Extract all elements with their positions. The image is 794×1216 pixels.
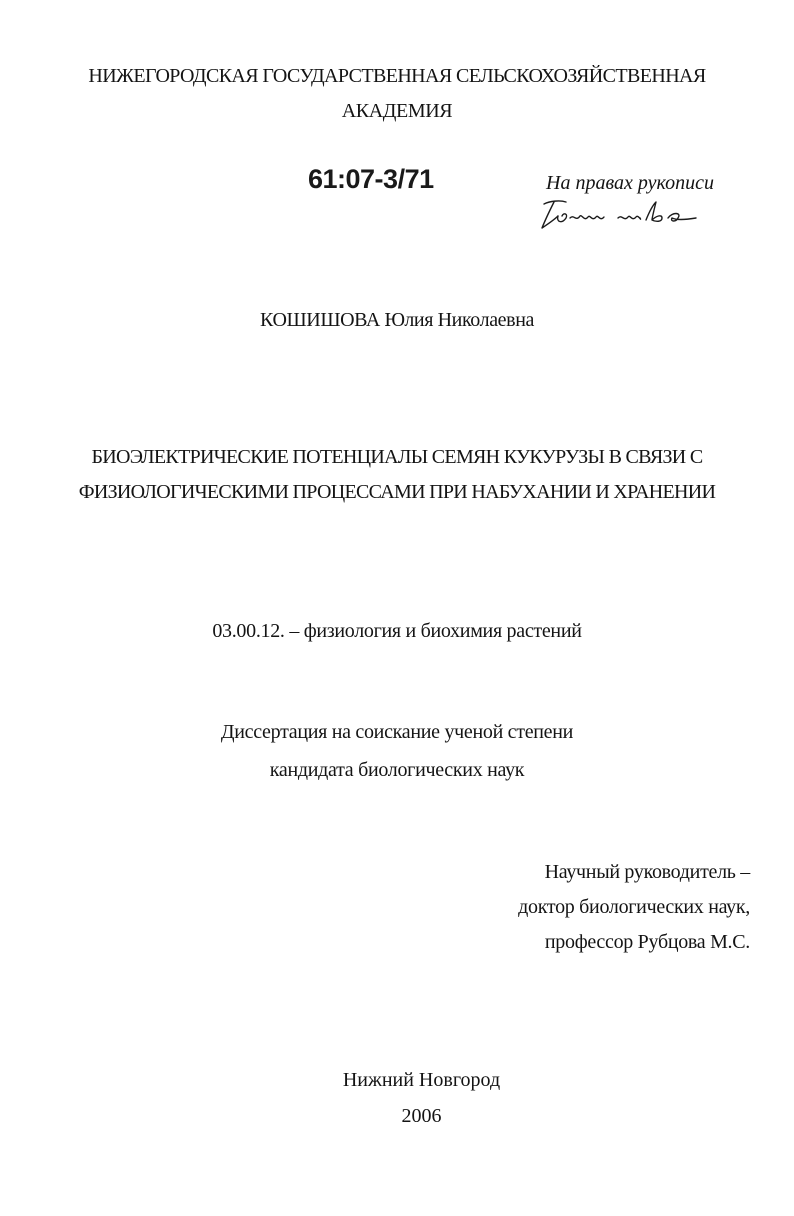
degree-statement-line2: кандидата биологических наук <box>269 759 525 781</box>
manuscript-rights-note: На правах рукописи <box>546 172 714 194</box>
supervisor-degree: доктор биологических наук, <box>518 896 750 918</box>
catalog-stamp-number: 61:07-3/71 <box>308 164 434 194</box>
supervisor-label: Научный руководитель – <box>544 861 750 883</box>
dissertation-title-line2: ФИЗИОЛОГИЧЕСКИМИ ПРОЦЕССАМИ ПРИ НАБУХАНИИ И ХРАНЕНИИ <box>78 481 716 503</box>
city: Нижний Новгород <box>342 1069 501 1091</box>
handwritten-signature <box>536 196 706 236</box>
supervisor-name: профессор Рубцова М.С. <box>544 931 750 953</box>
degree-statement-line1: Диссертация на соискание ученой степени <box>220 721 574 743</box>
dissertation-title-line1: БИОЭЛЕКТРИЧЕСКИЕ ПОТЕНЦИАЛЫ СЕМЯН КУКУРУЗЫ В СВЯЗИ С <box>91 446 703 468</box>
institution-name-line2: АКАДЕМИЯ <box>341 100 453 122</box>
year: 2006 <box>401 1105 442 1127</box>
author-name: КОШИШОВА Юлия Николаевна <box>260 309 534 331</box>
institution-name-line1: НИЖЕГОРОДСКАЯ ГОСУДАРСТВЕННАЯ СЕЛЬСКОХОЗЯЙСТВЕННАЯ <box>88 65 706 87</box>
specialty-code: 03.00.12. – физиология и биохимия растений <box>212 620 582 642</box>
